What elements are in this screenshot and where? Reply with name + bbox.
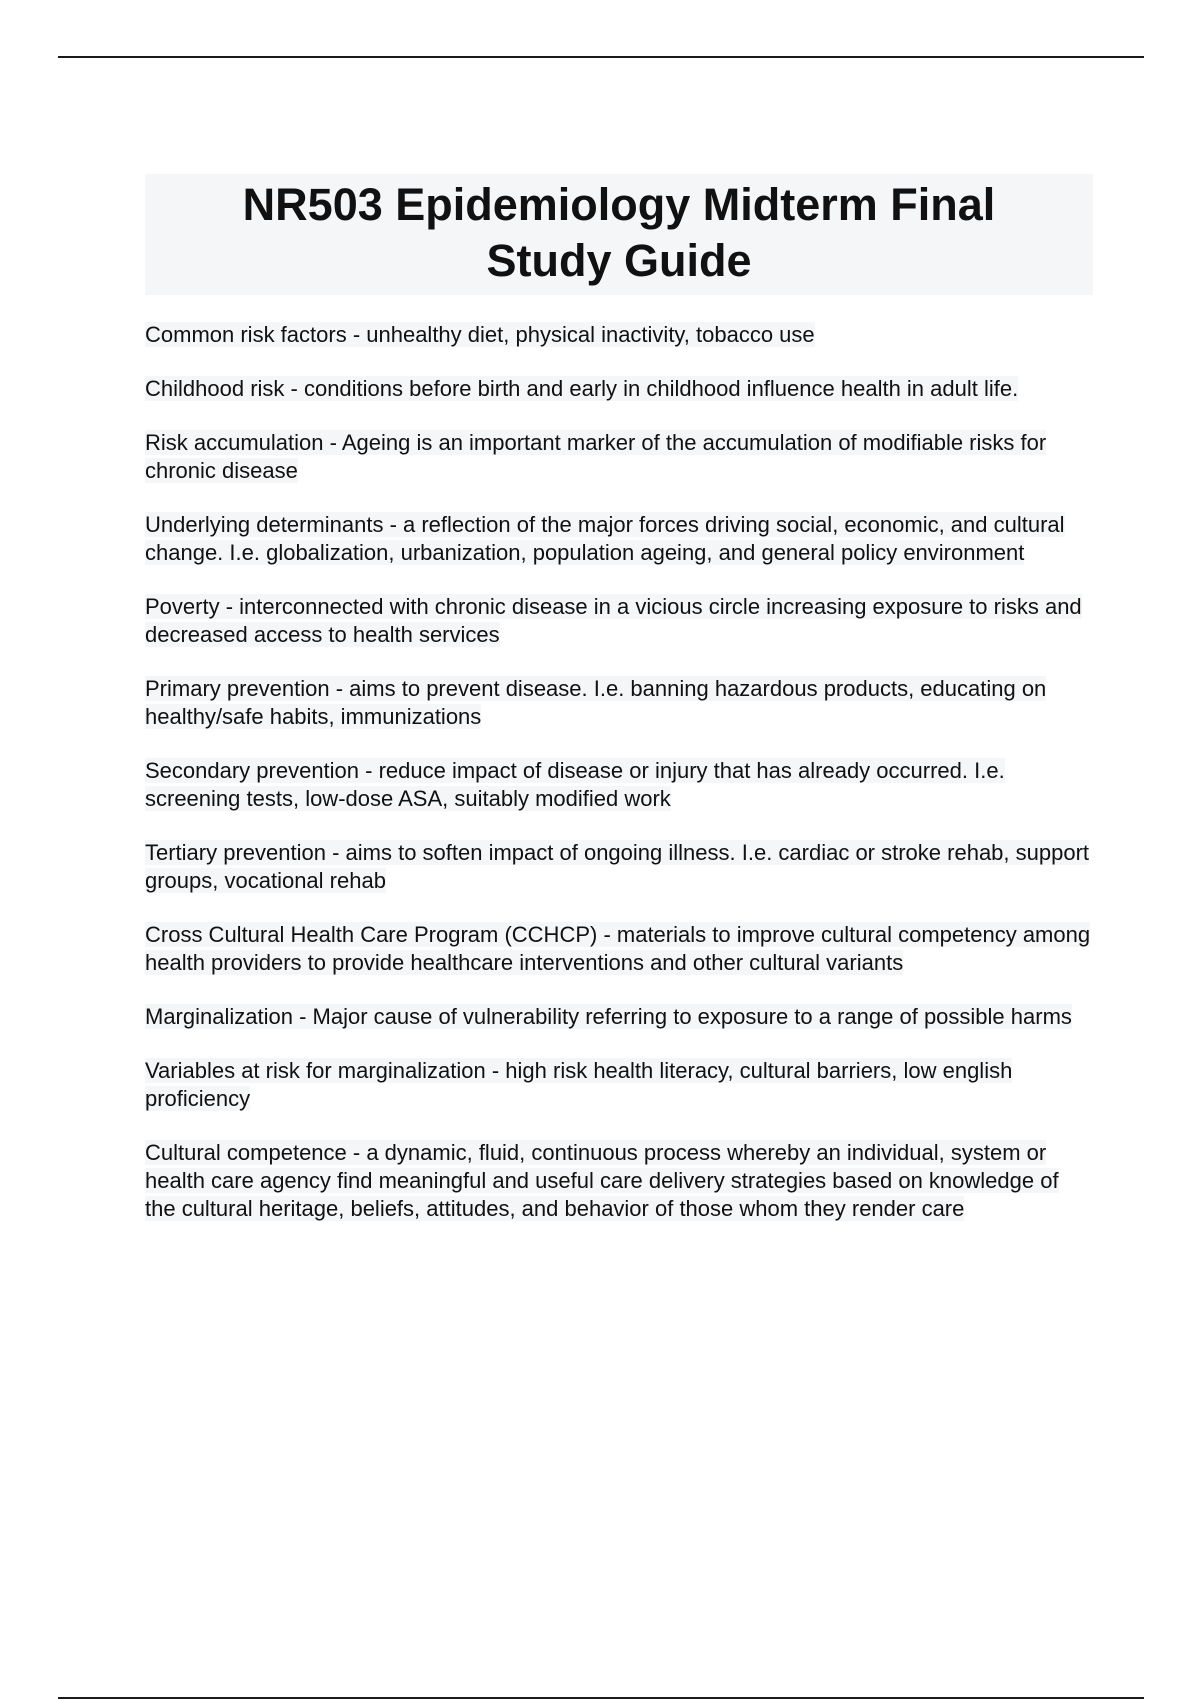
entry-cchcp: [145, 921, 1093, 977]
bottom-rule: [58, 1697, 1144, 1699]
entry-text: Poverty - interconnected with chronic disease in a vicious circle increasing exposure to risks and decreased access to health services: [145, 594, 1082, 647]
document-title: [145, 177, 1093, 289]
entry-tertiary-prevention: [145, 839, 1093, 895]
title-band: [145, 174, 1093, 295]
entry-underlying-determinants: [145, 511, 1093, 567]
entry-primary-prevention: [145, 675, 1093, 731]
entry-secondary-prevention: [145, 757, 1093, 813]
entry-variables-marginalization: [145, 1057, 1093, 1113]
entry-text: Risk accumulation - Ageing is an important marker of the accumulation of modifiable risks for chronic disease: [145, 430, 1047, 483]
entry-childhood-risk: [145, 375, 1093, 403]
entry-text: Cross Cultural Health Care Program (CCHCP) - materials to improve cultural competency among health providers to provide healthcare interventions and other cultural variants: [145, 922, 1091, 975]
entry-text: Secondary prevention - reduce impact of disease or injury that has already occurred. I.e. screening tests, low-dose ASA, suitably modified work: [145, 758, 1005, 811]
entry-cultural-competence: [145, 1139, 1093, 1223]
entry-text: Tertiary prevention - aims to soften impact of ongoing illness. I.e. cardiac or stroke rehab, support groups, vocational rehab: [145, 840, 1090, 893]
entry-text: Primary prevention - aims to prevent disease. I.e. banning hazardous products, educating on healthy/safe habits, immunizations: [145, 676, 1047, 729]
entry-poverty: [145, 593, 1093, 649]
entry-text: Variables at risk for marginalization - high risk health literacy, cultural barriers, low english proficiency: [145, 1058, 1013, 1111]
entry-text: Childhood risk - conditions before birth and early in childhood influence health in adult life.: [145, 376, 1019, 401]
entry-text: Underlying determinants - a reflection of the major forces driving social, economic, and cultural change. I.e. globalization, urbanization, population ageing, and general policy environment: [145, 512, 1065, 565]
title-line-2: Study Guide: [486, 235, 752, 286]
entry-marginalization: [145, 1003, 1093, 1031]
entry-text: Cultural competence - a dynamic, fluid, continuous process whereby an individual, system or health care agency find meaningful and useful care delivery strategies based on knowledge of the cultural heritage, beliefs, attitudes, and behavior of those whom they render care: [145, 1140, 1059, 1221]
entry-risk-accumulation: [145, 429, 1093, 485]
entry-common-risk-factors: [145, 321, 1093, 349]
entry-text: Marginalization - Major cause of vulnerability referring to exposure to a range of possible harms: [145, 1004, 1072, 1029]
title-line-1: NR503 Epidemiology Midterm Final: [242, 179, 996, 230]
entry-text: Common risk factors - unhealthy diet, physical inactivity, tobacco use: [145, 322, 815, 347]
top-rule: [58, 56, 1144, 58]
study-guide-entries: [145, 321, 1093, 1223]
document-page: [145, 174, 1093, 1249]
